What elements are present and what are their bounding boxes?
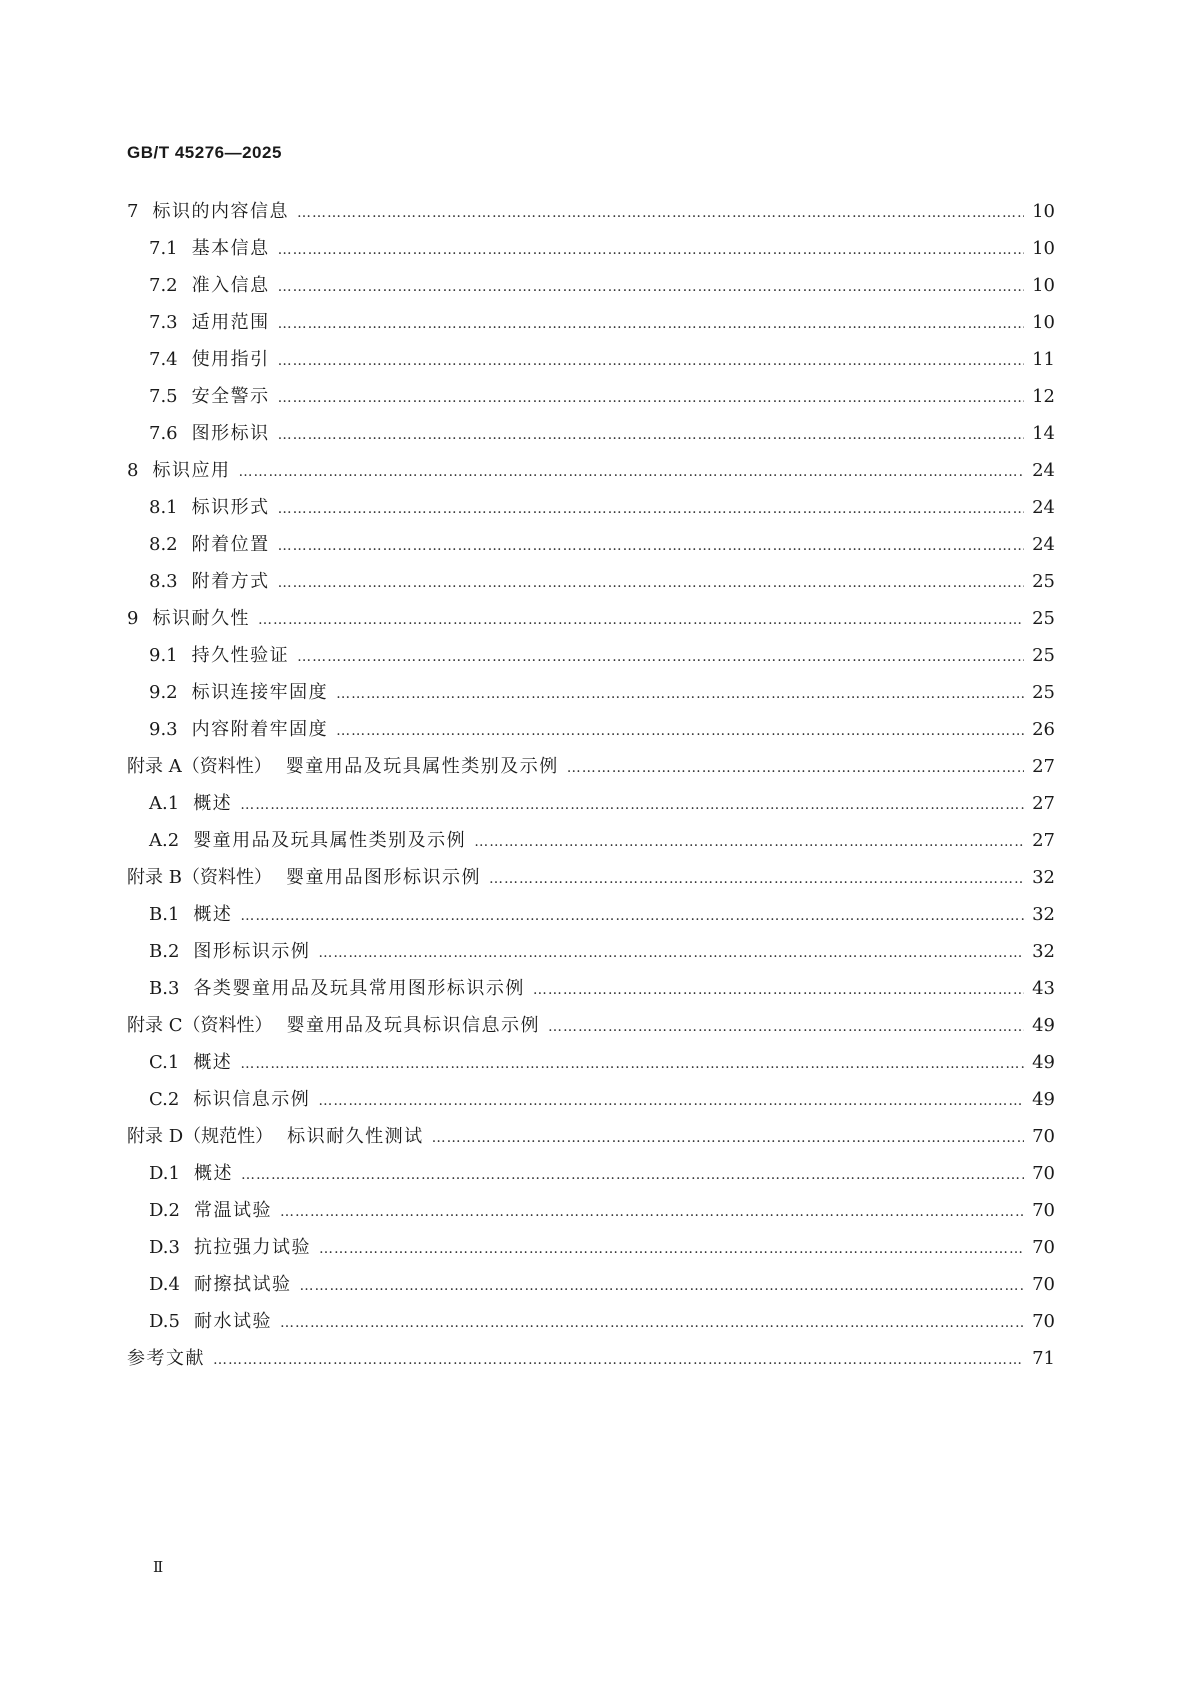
toc-dot-leader [280,1194,1024,1231]
toc-dot-leader [213,1342,1024,1379]
toc-entry-title: 标识的内容信息 [152,201,289,222]
toc-entry-title: 婴童用品及玩具属性类别及示例 [285,756,559,777]
toc-dot-leader [278,565,1024,602]
toc-entry-title: 婴童用品及玩具属性类别及示例 [193,830,467,851]
toc-entry[interactable] [127,1044,1055,1081]
toc-entry-title: 耐水试验 [193,1311,272,1332]
toc-entry-number: B.3 [149,978,180,999]
toc-entry-title: 图形标识示例 [193,941,311,962]
toc-dot-leader [278,232,1024,269]
toc-entry-title: 图形标识 [191,423,270,444]
toc-entry-page: 49 [1032,1052,1055,1073]
toc-dot-leader [299,1268,1024,1305]
toc-dot-leader [474,824,1024,861]
toc-dot-leader [278,269,1024,306]
toc-entry[interactable] [127,822,1055,859]
toc-dot-leader [278,491,1024,528]
toc-entry-number: 8 [127,460,139,481]
toc-entry[interactable] [127,341,1055,378]
toc-entry-title: 内容附着牢固度 [191,719,329,740]
toc-entry-title: 准入信息 [191,275,270,296]
toc-entry-number: C.1 [149,1052,180,1073]
toc-entry[interactable] [127,415,1055,452]
toc-entry-number: 8.2 [149,534,178,555]
toc-dot-leader [336,676,1024,713]
toc-entry-number: 9 [127,608,139,629]
toc-entry-title: 婴童用品及玩具标识信息示例 [286,1015,540,1036]
toc-entry-number: A.2 [149,830,180,851]
toc-entry-page: 25 [1032,645,1055,666]
toc-dot-leader [278,306,1024,343]
toc-entry-title: 概述 [193,793,233,814]
toc-entry-page: 43 [1032,978,1055,999]
toc-entry[interactable] [127,267,1055,304]
toc-entry-number: 9.1 [149,645,178,666]
toc-entry[interactable] [127,1266,1055,1303]
toc-dot-leader [432,1120,1024,1157]
toc-entry-title: 耐擦拭试验 [193,1274,292,1295]
toc-entry[interactable] [127,674,1055,711]
toc-entry[interactable] [127,896,1055,933]
toc-entry[interactable] [127,859,1055,896]
toc-entry-title: 各类婴童用品及玩具常用图形标识示例 [193,978,525,999]
toc-entry[interactable] [127,526,1055,563]
toc-entry[interactable] [127,1340,1055,1377]
toc-entry-page: 24 [1032,460,1055,481]
page-number: Ⅱ [153,1558,164,1576]
toc-entry-page: 49 [1032,1015,1055,1036]
toc-entry-number: A.1 [149,793,180,814]
toc-entry-number: 附录 B（资料性） [127,867,272,888]
table-of-contents [127,193,1055,1377]
toc-entry-title: 概述 [193,1052,233,1073]
toc-dot-leader [489,861,1024,898]
toc-entry-title: 概述 [193,904,233,925]
toc-entry-page: 70 [1032,1126,1055,1147]
toc-entry[interactable] [127,1155,1055,1192]
toc-entry-page: 32 [1032,867,1055,888]
toc-entry[interactable] [127,933,1055,970]
toc-dot-leader [258,602,1024,639]
toc-entry-title: 标识耐久性 [152,608,250,629]
toc-entry[interactable] [127,711,1055,748]
toc-entry-page: 27 [1032,756,1055,777]
toc-entry[interactable] [127,637,1055,674]
toc-entry[interactable] [127,452,1055,489]
toc-entry-number: 9.3 [149,719,178,740]
toc-entry-page: 32 [1032,904,1055,925]
document-code: GB/T 45276—2025 [127,143,282,162]
toc-dot-leader [319,1231,1024,1268]
toc-entry[interactable] [127,1081,1055,1118]
toc-entry-page: 24 [1032,534,1055,555]
toc-entry-title: 婴童用品图形标识示例 [285,867,481,888]
toc-entry[interactable] [127,230,1055,267]
toc-entry-number: 附录 C（资料性） [127,1015,273,1036]
toc-entry-title: 使用指引 [191,349,270,370]
toc-entry[interactable] [127,785,1055,822]
toc-entry-number: D.5 [149,1311,180,1332]
toc-entry-title: 标识形式 [191,497,270,518]
toc-entry-title: 标识信息示例 [193,1089,311,1110]
toc-entry-number: C.2 [149,1089,180,1110]
toc-entry-title: 附着位置 [191,534,270,555]
toc-entry[interactable] [127,600,1055,637]
toc-entry-title: 基本信息 [191,238,270,259]
toc-dot-leader [548,1009,1024,1046]
toc-entry-title: 附着方式 [191,571,270,592]
toc-entry-page: 11 [1032,349,1055,370]
toc-entry-page: 25 [1032,571,1055,592]
toc-entry-number: 附录 D（规范性） [127,1126,274,1147]
toc-dot-leader [278,380,1024,417]
toc-entry[interactable] [127,489,1055,526]
toc-entry-title: 参考文献 [127,1348,205,1369]
toc-dot-leader [297,639,1024,676]
toc-entry-page: 24 [1032,497,1055,518]
toc-entry[interactable] [127,1303,1055,1340]
toc-entry-page: 14 [1032,423,1055,444]
toc-entry-page: 10 [1032,201,1055,222]
toc-entry-title: 抗拉强力试验 [193,1237,311,1258]
toc-entry[interactable] [127,563,1055,600]
toc-dot-leader [278,417,1024,454]
toc-entry-number: D.4 [149,1274,180,1295]
toc-dot-leader [318,1083,1024,1120]
toc-dot-leader [240,898,1024,935]
toc-entry-number: 7.4 [149,349,178,370]
toc-entry-number: 7.6 [149,423,178,444]
toc-entry-title: 标识连接牢固度 [191,682,329,703]
toc-dot-leader [280,1305,1024,1342]
toc-entry-page: 27 [1032,830,1055,851]
toc-entry[interactable] [127,1229,1055,1266]
toc-entry-title: 安全警示 [191,386,270,407]
toc-entry-page: 70 [1032,1274,1055,1295]
toc-entry-number: 7.2 [149,275,178,296]
toc-dot-leader [533,972,1024,1009]
toc-entry[interactable] [127,1192,1055,1229]
toc-entry-number: B.2 [149,941,180,962]
toc-entry-number: B.1 [149,904,180,925]
toc-entry-title: 标识耐久性测试 [287,1126,424,1147]
toc-entry-page: 70 [1032,1163,1055,1184]
toc-entry-number: D.3 [149,1237,180,1258]
toc-entry-page: 10 [1032,312,1055,333]
toc-entry-number: 8.3 [149,571,178,592]
toc-entry-page: 70 [1032,1200,1055,1221]
toc-entry-page: 49 [1032,1089,1055,1110]
toc-entry-title: 持久性验证 [191,645,290,666]
toc-entry-page: 70 [1032,1311,1055,1332]
toc-dot-leader [278,343,1024,380]
toc-entry-title: 概述 [193,1163,233,1184]
toc-entry-number: D.2 [149,1200,180,1221]
toc-dot-leader [336,713,1024,750]
toc-entry-page: 71 [1032,1348,1055,1369]
toc-entry[interactable] [127,970,1055,1007]
toc-dot-leader [278,528,1024,565]
toc-entry-title: 标识应用 [152,460,231,481]
toc-entry-page: 10 [1032,275,1055,296]
toc-entry[interactable] [127,748,1055,785]
toc-entry-number: 8.1 [149,497,178,518]
toc-entry-page: 26 [1032,719,1055,740]
toc-entry-page: 25 [1032,608,1055,629]
toc-entry[interactable] [127,193,1055,230]
toc-entry[interactable] [127,304,1055,341]
toc-entry[interactable] [127,1007,1055,1044]
toc-entry-number: 7.1 [149,238,178,259]
toc-entry-number: 7.5 [149,386,178,407]
toc-dot-leader [318,935,1024,972]
toc-entry-number: D.1 [149,1163,180,1184]
toc-entry-page: 32 [1032,941,1055,962]
toc-dot-leader [297,195,1024,232]
toc-entry-page: 12 [1032,386,1055,407]
toc-entry-number: 9.2 [149,682,178,703]
toc-entry-title: 适用范围 [191,312,270,333]
toc-entry-page: 27 [1032,793,1055,814]
toc-entry-number: 7.3 [149,312,178,333]
toc-entry-page: 70 [1032,1237,1055,1258]
toc-entry-number: 附录 A（资料性） [127,756,272,777]
toc-entry-title: 常温试验 [193,1200,272,1221]
toc-entry[interactable] [127,1118,1055,1155]
toc-dot-leader [241,1157,1024,1194]
toc-entry-page: 10 [1032,238,1055,259]
toc-entry-page: 25 [1032,682,1055,703]
toc-dot-leader [240,1046,1024,1083]
toc-entry-number: 7 [127,201,139,222]
toc-dot-leader [567,750,1024,787]
toc-dot-leader [238,454,1024,491]
toc-dot-leader [240,787,1024,824]
toc-entry[interactable] [127,378,1055,415]
